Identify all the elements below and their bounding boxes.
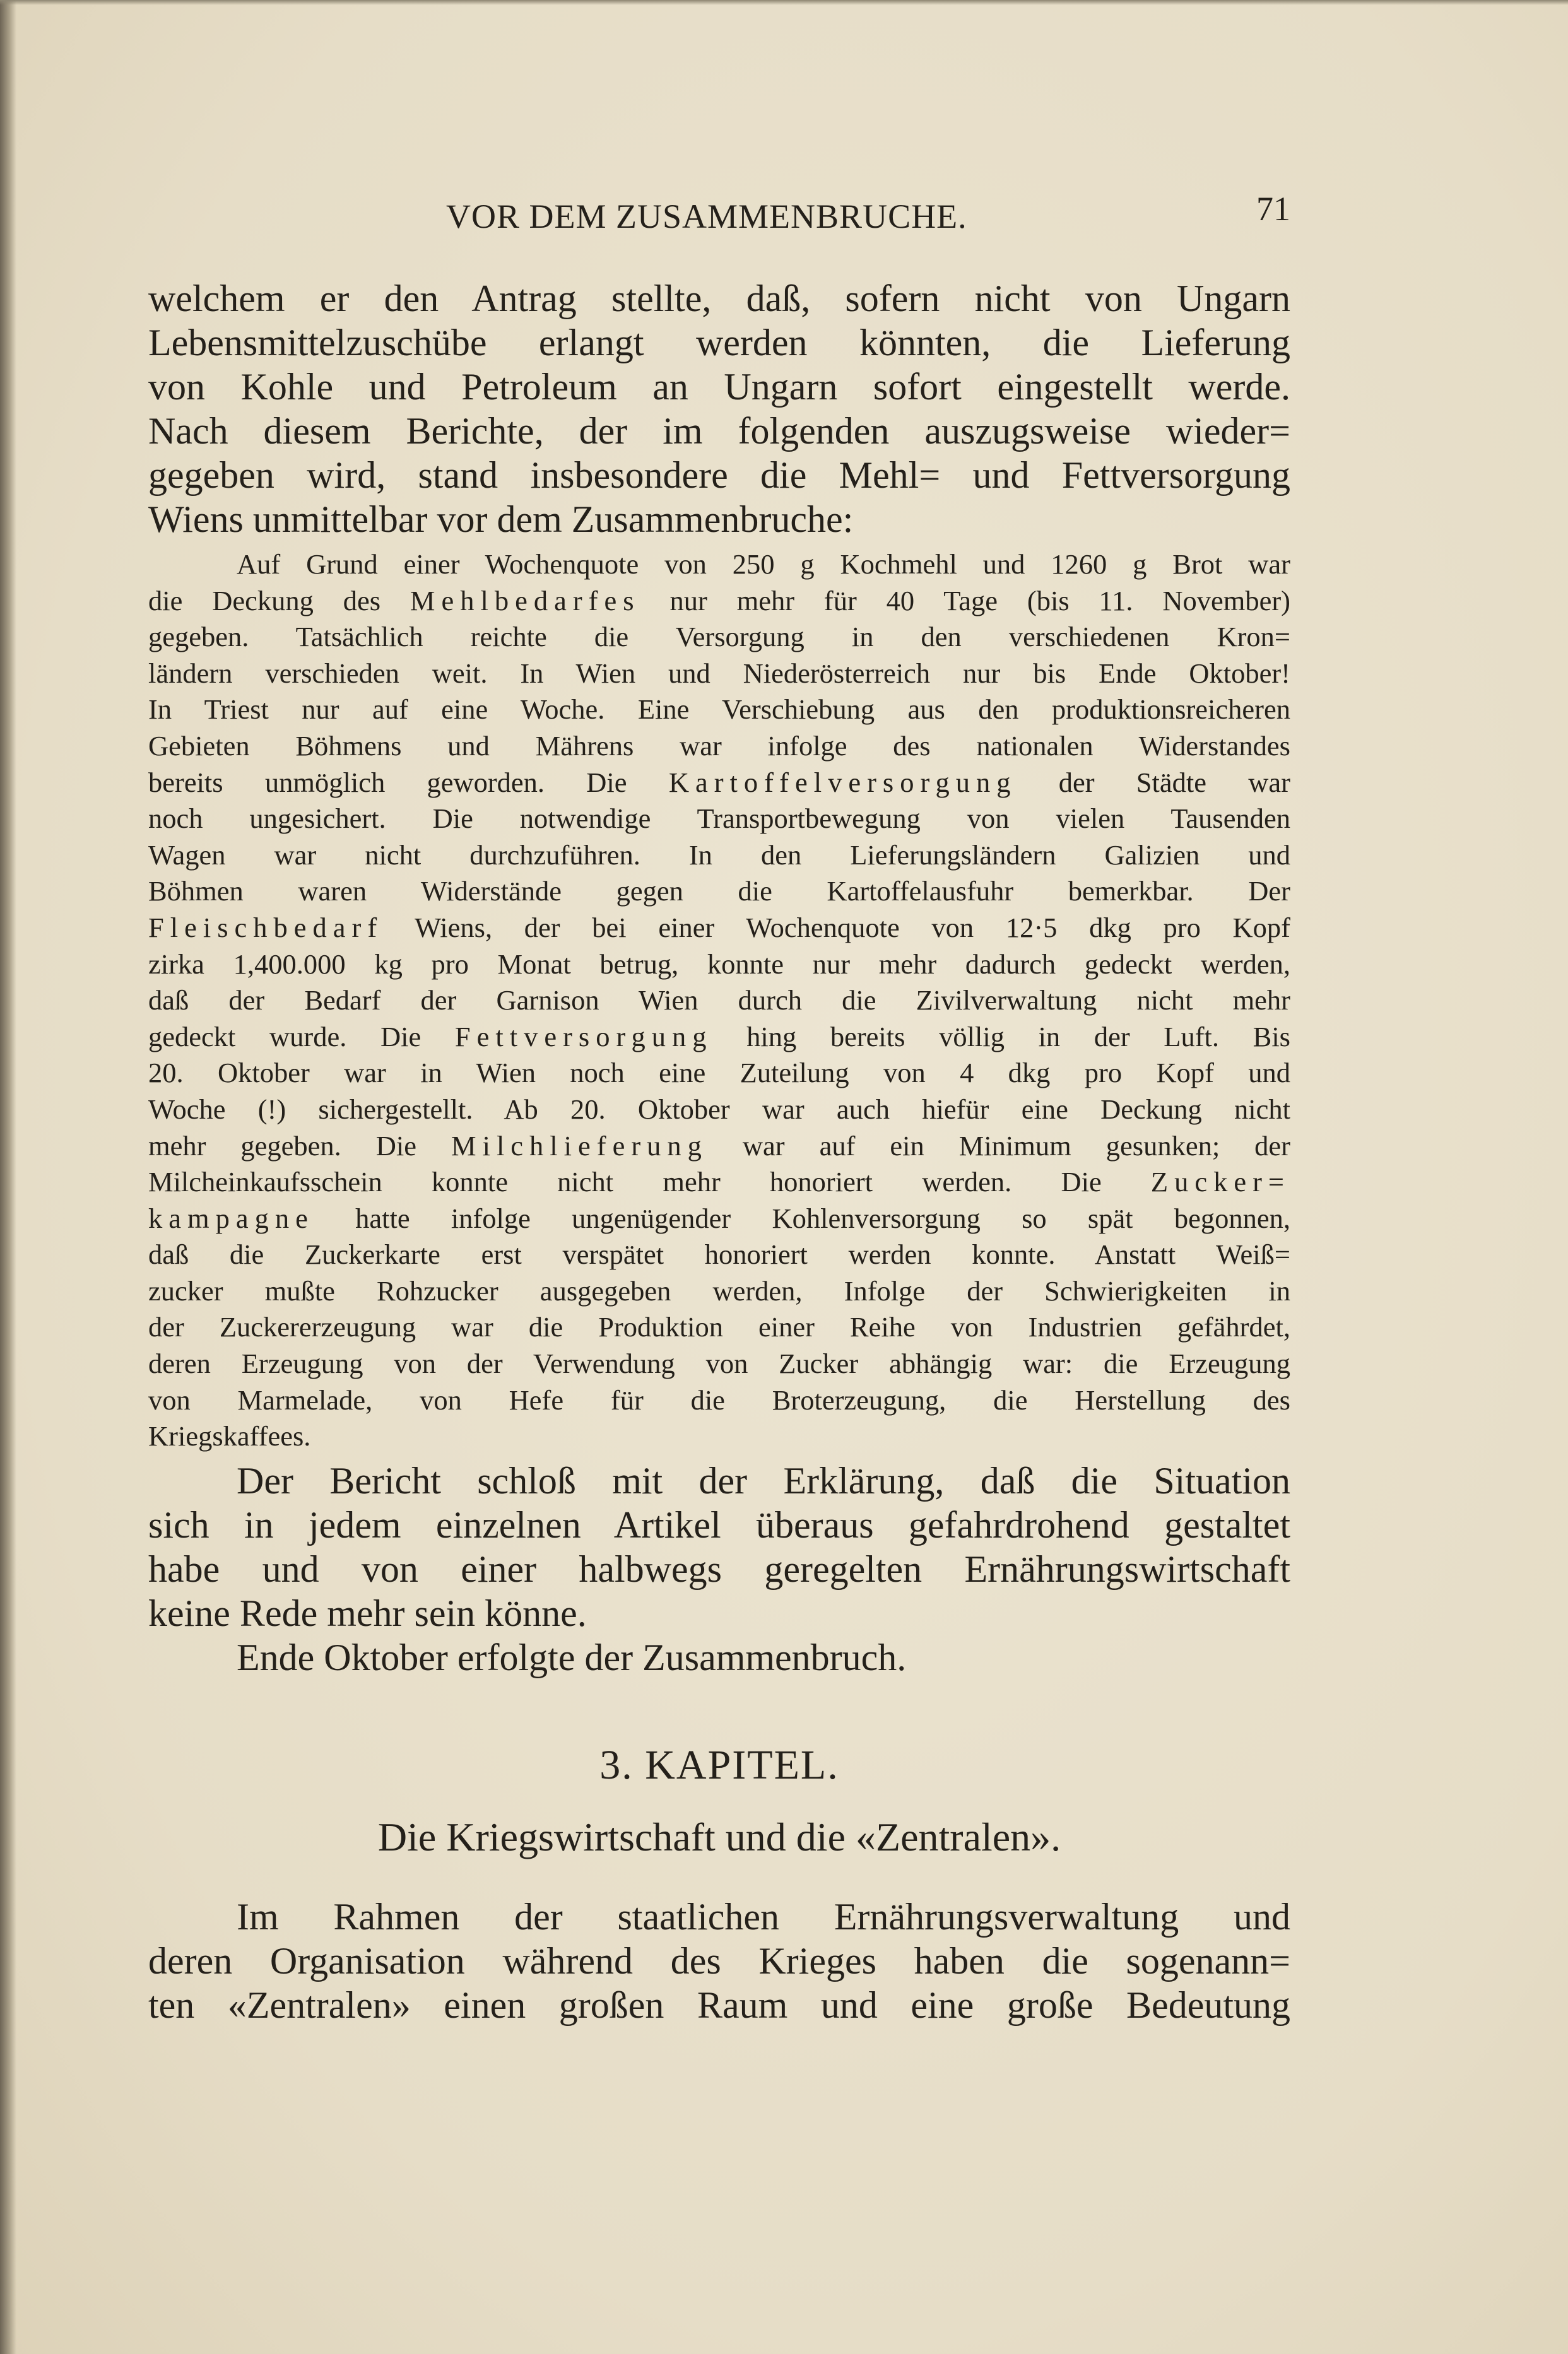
conclusion-paragraph (148, 1459, 1290, 1680)
quote-line: 20. Oktober war in Wien noch eine Zuteilung von 4 dkg pro Kopf und (148, 1057, 1290, 1089)
emphasis-spaced: Fleischbedarf (148, 911, 384, 943)
intro-paragraph (148, 276, 1290, 541)
quote-line: deren Erzeugung von der Verwendung von Zucker abhängig war: die Erzeugung (148, 1348, 1290, 1380)
quote-line: Milcheinkaufsschein konnte nicht mehr honoriert werden. Die Zucker= (148, 1166, 1290, 1198)
chapter-number: 3. KAPITEL. (599, 1742, 839, 1788)
text-line: gegeben wird, stand insbesondere die Mehl= und Fettversorgung (148, 454, 1290, 496)
quote-line: gedeckt wurde. Die Fettversorgung hing bereits völlig in der Luft. Bis (148, 1020, 1290, 1052)
text-line: deren Organisation während des Krieges haben die sogenann= (148, 1940, 1290, 1982)
quote-line: In Triest nur auf eine Woche. Eine Verschiebung aus den produktionsreicheren (148, 693, 1290, 726)
text-line: Im Rahmen der staatlichen Ernährungsverwaltung und (237, 1896, 1290, 1938)
emphasis-spaced: Fettversorgung (454, 1020, 713, 1052)
quote-line: noch ungesichert. Die notwendige Transportbewegung von vielen Tausenden (148, 803, 1290, 835)
quote-line: bereits unmöglich geworden. Die Kartoffelversorgung der Städte war (148, 766, 1290, 798)
running-title: VOR DEM ZUSAMMENBRUCHE. (446, 197, 967, 235)
emphasis-spaced: Mehlbedarfes (410, 584, 640, 616)
text-line: welchem er den Antrag stellte, daß, sofern nicht von Ungarn (148, 278, 1290, 319)
text-line: Wiens unmittelbar vor dem Zusammenbruche: (148, 498, 854, 540)
quote-line: daß der Bedarf der Garnison Wien durch die Zivilverwaltung nicht mehr (148, 984, 1290, 1016)
text-line: ten «Zentralen» einen großen Raum und eine große Bedeutung (148, 1984, 1290, 2026)
quote-line: Woche (!) sichergestellt. Ab 20. Oktober war auch hiefür eine Deckung nicht (148, 1093, 1290, 1125)
quote-line: Fleischbedarf Wiens, der bei einer Wochenquote von 12·5 dkg pro Kopf (148, 911, 1290, 943)
quote-line: Gebieten Böhmens und Mährens war infolge des nationalen Widerstandes (148, 729, 1290, 762)
text-line: Lebensmittelzuschübe erlangt werden könnten, die Lieferung (148, 322, 1290, 363)
quote-line: Wagen war nicht durchzuführen. In den Lieferungsländern Galizien und (148, 839, 1290, 871)
page-header (148, 190, 1290, 241)
quote-line: ländern verschieden weit. In Wien und Niederösterreich nur bis Ende Oktober! (148, 657, 1290, 689)
emphasis-spaced: Zucker= (1150, 1166, 1290, 1198)
emphasis-spaced: kampagne (148, 1202, 314, 1234)
quote-line: mehr gegeben. Die Milchlieferung war auf ein Minimum gesunken; der (148, 1129, 1290, 1162)
quote-line: zirka 1,400.000 kg pro Monat betrug, konnte nur mehr dadurch gedeckt werden, (148, 948, 1290, 980)
text-line: Der Bericht schloß mit der Erklärung, daß die Situation (237, 1460, 1290, 1502)
quote-line: von Marmelade, von Hefe für die Broterzeugung, die Herstellung des (148, 1384, 1290, 1416)
chapter-title: Die Kriegswirtschaft und die «Zentralen». (377, 1815, 1061, 1859)
text-line: Ende Oktober erfolgte der Zusammenbruch. (237, 1637, 907, 1678)
report-quote (148, 546, 1290, 1455)
chapter-opening-paragraph (148, 1895, 1290, 2027)
quote-line: daß die Zuckerkarte erst verspätet honoriert werden konnte. Anstatt Weiß= (148, 1239, 1290, 1271)
quote-line: die Deckung des Mehlbedarfes nur mehr für 40 Tage (bis 11. November) (148, 584, 1291, 616)
quote-line: der Zuckererzeugung war die Produktion einer Reihe von Industrien gefährdet, (148, 1311, 1290, 1343)
quote-line: gegeben. Tatsächlich reichte die Versorgung in den verschiedenen Kron= (148, 621, 1290, 653)
page-binding-shadow (0, 0, 16, 2354)
quote-line: zucker mußte Rohzucker ausgegeben werden, Infolge der Schwierigkeiten in (148, 1274, 1290, 1307)
text-line: sich in jedem einzelnen Artikel überaus gefahrdrohend gestaltet (148, 1504, 1290, 1546)
quote-line: kampagne hatte infolge ungenügender Kohlenversorgung so spät begonnen, (148, 1202, 1290, 1234)
page-number: 71 (1256, 190, 1290, 228)
quote-line: Auf Grund einer Wochenquote von 250 g Kochmehl und 1260 g Brot war (237, 548, 1290, 580)
quote-line: Böhmen waren Widerstände gegen die Kartoffelausfuhr bemerkbar. Der (148, 875, 1290, 907)
text-line: habe und von einer halbwegs geregelten Ernährungswirtschaft (148, 1548, 1290, 1590)
text-line: Nach diesem Berichte, der im folgenden auszugsweise wieder= (148, 410, 1290, 452)
text-line: von Kohle und Petroleum an Ungarn sofort eingestellt werde. (148, 366, 1290, 408)
page-top-edge (0, 0, 1568, 5)
text-line: keine Rede mehr sein könne. (148, 1592, 587, 1634)
quote-line: Kriegskaffees. (148, 1420, 311, 1452)
emphasis-spaced: Kartoffelversorgung (668, 766, 1017, 798)
emphasis-spaced: Milchlieferung (451, 1129, 708, 1162)
